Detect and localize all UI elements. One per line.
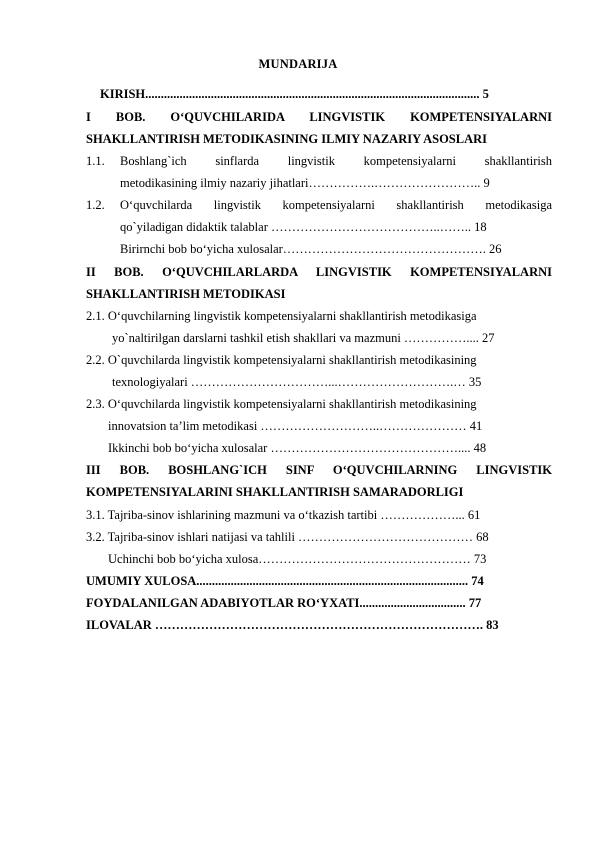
toc-section-1-1-line-2: metodikasining ilmiy nazariy jihatlari…………….…………………….. 9: [120, 176, 490, 190]
toc-chapter-2-line-1: II BOB. O‘QUVCHILARLARDA LINGVISTIK KOMPETENSIYALARNI: [86, 265, 552, 279]
toc-chapter-3-summary: Uchinchi bob bo‘yicha xulosa…………………………………………… 73: [108, 552, 487, 566]
toc-section-2-2-line-2: texnologiyalari ……………………………...……………………….… 35: [112, 375, 482, 389]
toc-section-number: 1.2.: [86, 198, 105, 212]
toc-section-2-3-line-2: innovatsion ta’lim metodikasi ………………………..………………… 41: [108, 419, 483, 433]
toc-section-2-3-line-1: 2.3. O‘quvchilarda lingvistik kompetensiyalarni shakllantirish metodikasining: [86, 397, 477, 411]
toc-section-2-1-line-1: 2.1. O‘quvchilarning lingvistik kompetensiyalarni shakllantirish metodikasiga: [86, 309, 477, 323]
toc-section-3-2: 3.2. Tajriba-sinov ishlari natijasi va tahlili …………………………………… 68: [86, 530, 489, 544]
toc-entry-appendix: ILOVALAR ……………………………………………………………………. 83: [86, 618, 499, 632]
page-title: MUNDARIJA: [258, 57, 338, 71]
toc-entry-kirish: KIRISH........................................................................................................... 5: [100, 87, 489, 101]
toc-section-2-1-line-2: yo`naltirilgan darslarni tashkil etish shakllari va mazmuni …………….... 27: [112, 331, 495, 345]
toc-chapter-3-line-1: III BOB. BOSHLANG`ICH SINF O‘QUVCHILARNING LINGVISTIK: [86, 463, 552, 477]
toc-chapter-2-summary: Ikkinchi bob bo‘yicha xulosalar ……………………………………….... 48: [108, 441, 487, 455]
toc-section-1-2-line-2: qo`yiladigan didaktik talablar …………………………………..…….. 18: [120, 220, 487, 234]
toc-chapter-1-line-2: SHAKLLANTIRISH METODIKASINING ILMIY NAZARIY ASOSLARI: [86, 132, 488, 146]
toc-chapter-2-line-2: SHAKLLANTIRISH METODIKASI: [86, 287, 286, 301]
toc-chapter-1-line-1: I BOB. O‘QUVCHILARIDA LINGVISTIK KOMPETENSIYALARNI: [86, 110, 552, 124]
toc-section-1-1-line-1: Boshlang`ich sinflarda lingvistik kompetensiyalarni shakllantirish: [120, 154, 552, 168]
toc-section-1-2-line-1: O‘quvchilarda lingvistik kompetensiyalarni shakllantirish metodikasiga: [120, 198, 552, 212]
toc-section-2-2-line-1: 2.2. O`quvchilarda lingvistik kompetensiyalarni shakllantirish metodikasining: [86, 353, 477, 367]
toc-entry-conclusion: UMUMIY XULOSA....................................................................................... 74: [86, 574, 484, 588]
toc-section-number: 1.1.: [86, 154, 105, 168]
toc-entry-references: FOYDALANILGAN ADABIYOTLAR RO‘YXATI.................................. 77: [86, 596, 482, 610]
toc-chapter-1-summary: Birirnchi bob bo‘yicha xulosalar…………………………………………. 26: [120, 242, 502, 256]
toc-chapter-3-line-2: KOMPETENSIYALARINI SHAKLLANTIRISH SAMARADORLIGI: [86, 485, 464, 499]
toc-section-3-1: 3.1. Tajriba-sinov ishlarining mazmuni va o‘tkazish tartibi ………………... 61: [86, 508, 481, 522]
